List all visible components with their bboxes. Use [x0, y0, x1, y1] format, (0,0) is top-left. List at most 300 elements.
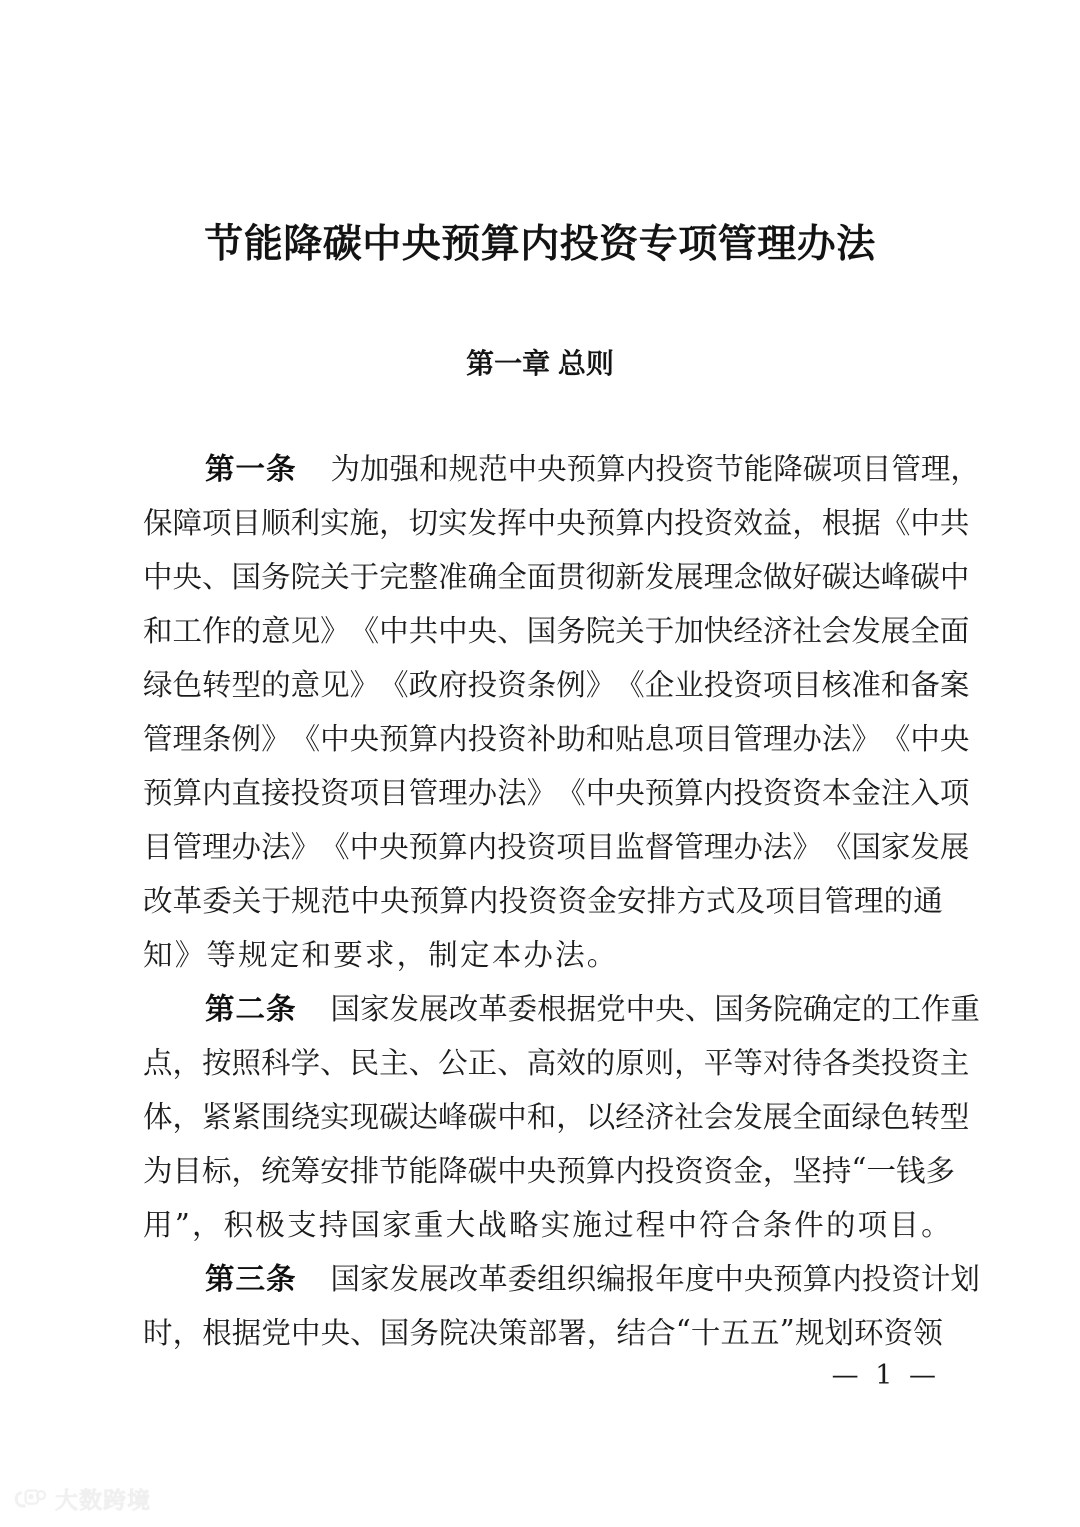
text-char: 理	[920, 452, 951, 486]
text-char: 预	[566, 452, 597, 486]
text-char: 公	[438, 1046, 468, 1080]
body-line	[143, 818, 970, 872]
text-char: 以	[585, 1100, 616, 1134]
text-char: 钱	[895, 1154, 926, 1188]
text-char: 重	[950, 992, 980, 1026]
text-char: 据	[231, 1316, 262, 1350]
text-char: 党	[261, 1316, 291, 1350]
text-char: 发	[644, 560, 675, 594]
text-char: 预	[585, 506, 616, 540]
text-char: 发	[733, 1100, 763, 1134]
text-char: 和	[880, 668, 911, 702]
text-char: 目	[861, 452, 892, 486]
text-char: ”	[779, 1314, 795, 1348]
text-char: 央	[526, 1154, 557, 1188]
body-line	[143, 710, 970, 764]
text-char: 范	[320, 884, 351, 918]
text-char: 革	[172, 884, 203, 918]
text-char: 目	[379, 776, 409, 810]
text-char: 央	[320, 1316, 351, 1350]
text-char: 《	[290, 722, 321, 756]
text-char: 多	[925, 1154, 956, 1188]
text-char: 《	[880, 506, 911, 540]
text-char: 会	[821, 614, 852, 648]
article-paragraph	[143, 980, 980, 1250]
text-char: 》	[851, 722, 881, 756]
text-char: 安	[617, 884, 647, 918]
text-char: 排	[646, 884, 677, 918]
text-char: 项	[762, 668, 793, 702]
text-char: 环	[854, 1316, 884, 1350]
text-char: 投	[467, 668, 498, 702]
text-char: 院	[585, 614, 616, 648]
text-char: 预	[143, 776, 173, 810]
text-char: ，	[172, 1100, 203, 1134]
text-char: 时	[143, 1316, 173, 1350]
text-char: 组	[537, 1262, 567, 1296]
text-char: ，	[231, 1154, 262, 1188]
text-char: 目	[794, 884, 825, 918]
text-char: 展	[419, 1262, 449, 1296]
text-char: 部	[527, 1316, 558, 1350]
text-char: 办	[792, 722, 822, 756]
text-char: 》	[585, 668, 616, 702]
text-char: 发	[910, 830, 940, 864]
text-char: 管	[408, 776, 439, 810]
text-char: 理	[854, 884, 884, 918]
text-char: 作	[202, 614, 232, 648]
text-char: 效	[733, 506, 763, 540]
text-char: 转	[910, 1100, 940, 1134]
text-char: 做	[762, 560, 793, 594]
text-char: 待	[792, 1046, 822, 1080]
text-char: 工	[172, 614, 203, 648]
text-char: 资	[674, 1154, 704, 1188]
text-char: 项	[765, 884, 795, 918]
text-char: 、	[497, 1046, 527, 1080]
text-char: 标	[202, 1154, 232, 1188]
text-char: 央	[655, 992, 685, 1026]
text-char: 节	[379, 1154, 409, 1188]
text-char: 五	[750, 1316, 780, 1350]
text-char: 科	[261, 1046, 291, 1080]
text-char: 目	[703, 722, 734, 756]
text-char: 峰	[880, 560, 911, 594]
text-char: 预	[408, 830, 439, 864]
text-char: 持	[821, 1154, 852, 1188]
text-char: 领	[913, 1316, 943, 1350]
text-char: 策	[498, 1316, 528, 1350]
text-char: 发	[467, 506, 498, 540]
text-char: 中	[939, 560, 970, 594]
text-char: 整	[408, 560, 439, 594]
text-char: 国	[231, 560, 262, 594]
text-char: 、	[684, 992, 715, 1026]
text-char: 企	[644, 668, 675, 702]
text-char: 项	[349, 776, 380, 810]
text-char: 预	[556, 1154, 586, 1188]
text-char: 预	[773, 1262, 803, 1296]
text-char: 对	[762, 1046, 793, 1080]
text-char: 算	[596, 452, 626, 486]
text-char: 算	[438, 830, 468, 864]
text-char: 现	[349, 1100, 380, 1134]
text-char: 算	[674, 776, 704, 810]
text-char: 决	[468, 1316, 499, 1350]
body-line	[143, 764, 970, 818]
text-char: 合	[646, 1316, 676, 1350]
body-line	[143, 494, 970, 548]
text-char: 贯	[556, 560, 586, 594]
text-char: 展	[419, 992, 449, 1026]
text-char: 务	[261, 560, 291, 594]
text-char: 共	[408, 614, 439, 648]
text-char: 全	[792, 1100, 822, 1134]
text-char: 见	[320, 668, 350, 702]
text-char: 织	[566, 1262, 597, 1296]
text-char: 务	[743, 992, 774, 1026]
text-char: 革	[478, 992, 508, 1026]
text-char: 完	[379, 560, 409, 594]
text-char: 委	[507, 1262, 538, 1296]
text-char: 目	[792, 668, 822, 702]
text-char: 社	[674, 1100, 704, 1134]
text-char: 的	[883, 884, 914, 918]
text-char: 发	[851, 614, 881, 648]
text-char: 确	[802, 992, 833, 1026]
text-char: 保	[143, 506, 173, 540]
text-char: 预	[379, 722, 409, 756]
text-char: 中	[349, 830, 380, 864]
text-char: 资	[703, 1154, 734, 1188]
text-char: 条	[526, 668, 557, 702]
article-label: 第三条	[205, 1261, 297, 1296]
text-char: 中	[714, 1262, 744, 1296]
text-char: 展	[674, 560, 704, 594]
article-label: 第一条	[205, 451, 297, 486]
text-char: 降	[773, 452, 803, 486]
text-char: ，	[762, 1154, 793, 1188]
text-char: 助	[556, 722, 586, 756]
text-char: 资	[891, 1262, 921, 1296]
text-char: 内	[467, 830, 498, 864]
text-char: 贴	[615, 722, 645, 756]
text-char: 资	[497, 668, 527, 702]
text-char: 息	[644, 722, 675, 756]
text-char: 投	[733, 776, 763, 810]
watermark	[14, 1482, 151, 1515]
text-char: 资	[684, 452, 715, 486]
text-char: 紧	[231, 1100, 262, 1134]
text-char: 法	[762, 830, 793, 864]
text-char: 、	[202, 560, 232, 594]
text-char: 项	[556, 830, 586, 864]
text-char: 展	[880, 614, 911, 648]
text-char: 业	[674, 668, 704, 702]
text-char: 碳	[910, 560, 940, 594]
text-char: 据	[566, 992, 597, 1026]
text-char: 府	[438, 668, 468, 702]
text-char: 准	[438, 560, 468, 594]
text-char: 央	[743, 1262, 774, 1296]
text-char: 补	[526, 722, 557, 756]
text-char: 法	[497, 776, 527, 810]
text-char: 全	[497, 560, 527, 594]
text-char: 资	[733, 668, 763, 702]
text-char: 节	[714, 452, 744, 486]
text-char: 规	[448, 452, 479, 486]
text-char: 中	[910, 722, 940, 756]
text-char: 点	[143, 1046, 173, 1080]
text-char: 降	[438, 1154, 468, 1188]
text-char: 《	[349, 614, 380, 648]
text-char: 中	[625, 992, 656, 1026]
text-char: 结	[616, 1316, 647, 1350]
text-char: 》	[290, 830, 321, 864]
text-char: 投	[655, 452, 685, 486]
text-char: 于	[644, 614, 675, 648]
text-char: 切	[408, 506, 439, 540]
text-char: 办	[231, 830, 262, 864]
text-char: 目	[585, 830, 616, 864]
text-char: 目	[172, 1154, 203, 1188]
text-char: ，	[172, 1316, 203, 1350]
text-char: 内	[703, 776, 734, 810]
text-char: 资	[910, 1046, 940, 1080]
text-char: 峰	[438, 1100, 468, 1134]
body-line-text: 知》等规定和要求，制定本办法。	[143, 938, 619, 972]
text-char: 快	[703, 614, 734, 648]
text-char: 投	[467, 722, 498, 756]
text-char: 排	[349, 1154, 380, 1188]
text-char: 济	[644, 1100, 675, 1134]
text-char: 核	[821, 668, 852, 702]
text-char: 则	[644, 1046, 675, 1080]
text-char: 作	[920, 992, 951, 1026]
text-char: 中	[497, 1100, 527, 1134]
text-char: 发	[389, 992, 420, 1026]
text-char: 达	[408, 1100, 439, 1134]
text-char: 济	[762, 614, 793, 648]
text-char: 新	[615, 560, 645, 594]
text-char: 《	[615, 668, 645, 702]
text-char: 直	[231, 776, 262, 810]
text-char: 务	[556, 614, 586, 648]
text-char: 度	[684, 1262, 715, 1296]
text-char: 理	[172, 722, 203, 756]
text-char: 例	[556, 668, 586, 702]
text-char: 备	[910, 668, 940, 702]
text-char: 中	[290, 1316, 321, 1350]
body-line	[143, 656, 970, 710]
text-char: 碳	[379, 1100, 409, 1134]
text-char: 经	[615, 1100, 645, 1134]
text-char: 报	[625, 1262, 656, 1296]
text-char: 内	[625, 452, 656, 486]
text-char: 内	[468, 884, 499, 918]
text-char: 社	[792, 614, 822, 648]
text-char: ，	[674, 1046, 704, 1080]
text-char: 划	[824, 1316, 854, 1350]
text-char: 金	[851, 776, 881, 810]
text-char: 投	[861, 1262, 892, 1296]
text-char: 碳	[467, 1154, 498, 1188]
text-char: 强	[389, 452, 420, 486]
text-char: 署	[557, 1316, 587, 1350]
text-char: 资	[497, 722, 527, 756]
text-char: 工	[891, 992, 921, 1026]
text-char: 资	[792, 776, 822, 810]
text-char: 监	[615, 830, 645, 864]
text-char: 中	[320, 722, 350, 756]
text-char: 意	[261, 614, 291, 648]
text-char: 实	[320, 1100, 350, 1134]
text-char: 算	[172, 776, 203, 810]
text-char: 管	[824, 884, 854, 918]
text-char: 中	[438, 614, 468, 648]
text-char: 式	[705, 884, 736, 918]
text-char: 投	[880, 1046, 911, 1080]
text-char: 碳	[467, 1100, 498, 1134]
text-char: 理	[202, 830, 232, 864]
text-char: 实	[320, 506, 350, 540]
text-char: 院	[773, 992, 803, 1026]
text-char: 根	[202, 1316, 232, 1350]
text-char: 资	[762, 776, 793, 810]
text-char: 资	[526, 830, 557, 864]
text-char: 资	[883, 1316, 914, 1350]
body-line-text: 用”，积极支持国家重大战略实施过程中符合条件的项目。	[143, 1208, 953, 1242]
text-char: 关	[231, 884, 262, 918]
text-char: 预	[409, 884, 440, 918]
text-char: 投	[497, 830, 527, 864]
text-char: 案	[939, 668, 970, 702]
body-line	[143, 1142, 956, 1196]
text-char: 会	[703, 1100, 734, 1134]
text-char: 和	[419, 452, 449, 486]
text-char: 央	[615, 776, 645, 810]
text-char: 的	[231, 614, 262, 648]
text-char: 中	[379, 614, 409, 648]
text-char: 《	[556, 776, 586, 810]
text-char: 范	[478, 452, 508, 486]
text-char: 坚	[792, 1154, 822, 1188]
text-char: ，	[172, 1046, 203, 1080]
text-char: 中	[497, 1154, 527, 1188]
article-first-line	[143, 440, 980, 494]
text-char: 管	[674, 830, 704, 864]
text-char: 的	[261, 668, 291, 702]
text-char: 于	[349, 560, 380, 594]
chapter-heading: 第一章 总则	[466, 348, 614, 379]
text-char: 型	[231, 668, 262, 702]
text-char: 改	[448, 992, 479, 1026]
text-char: 》	[320, 614, 350, 648]
text-char: 全	[910, 614, 940, 648]
text-char: 央	[349, 722, 380, 756]
text-char: 办	[467, 776, 498, 810]
text-char: 理	[703, 560, 734, 594]
text-char: 一	[866, 1154, 896, 1188]
text-char: 算	[439, 884, 469, 918]
text-char: 央	[939, 722, 970, 756]
text-char: 党	[596, 992, 626, 1026]
text-char: 益	[762, 506, 793, 540]
text-char: 家	[360, 992, 390, 1026]
text-char: 央	[172, 560, 203, 594]
text-char: 《	[880, 722, 911, 756]
text-char: 理	[438, 776, 468, 810]
text-char: 高	[526, 1046, 557, 1080]
text-char: 展	[939, 830, 970, 864]
text-char: ，	[556, 1100, 586, 1134]
text-char: 投	[674, 506, 704, 540]
article-first-line	[143, 980, 980, 1034]
text-char: 》	[526, 776, 557, 810]
text-char: 督	[644, 830, 675, 864]
text-char: 等	[733, 1046, 763, 1080]
text-char: 投	[290, 776, 321, 810]
text-char: 施	[349, 506, 380, 540]
text-char: 实	[438, 506, 468, 540]
text-char: 计	[920, 1262, 951, 1296]
text-char: 委	[507, 992, 538, 1026]
text-char: 主	[939, 1046, 970, 1080]
text-char: 转	[202, 668, 232, 702]
text-char: 内	[615, 1154, 645, 1188]
text-char: 》	[261, 722, 291, 756]
text-char: 平	[703, 1046, 734, 1080]
article-paragraph	[143, 440, 980, 980]
text-char: 统	[261, 1154, 291, 1188]
text-char: 、	[320, 1046, 350, 1080]
text-char: 、	[350, 1316, 380, 1350]
text-char: 内	[832, 1262, 862, 1296]
text-char: 算	[615, 506, 645, 540]
text-char: 共	[939, 506, 970, 540]
text-char: 色	[880, 1100, 911, 1134]
text-char: 》	[349, 668, 380, 702]
text-char: 央	[556, 506, 586, 540]
text-char: 好	[792, 560, 822, 594]
body-line	[143, 548, 970, 602]
body-line	[143, 1088, 970, 1142]
text-char: “	[675, 1314, 691, 1348]
text-char: 中	[910, 506, 940, 540]
text-char: 和	[585, 722, 616, 756]
text-char: 主	[379, 1046, 409, 1080]
text-char: 顺	[261, 506, 291, 540]
text-char: 划	[950, 1262, 980, 1296]
page-title: 节能降碳中央预算内投资专项管理办法	[204, 223, 876, 266]
text-char: 规	[794, 1316, 825, 1350]
text-char: 内	[202, 776, 232, 810]
text-char: 目	[143, 830, 173, 864]
text-char: 中	[143, 560, 173, 594]
text-char: 央	[380, 884, 410, 918]
text-char: 项	[939, 776, 970, 810]
text-char: 革	[478, 1262, 508, 1296]
text-char: 算	[408, 722, 439, 756]
text-char: 、	[497, 614, 527, 648]
text-char: 央	[379, 830, 409, 864]
article-first-line-text	[331, 1256, 980, 1298]
text-char: 体	[143, 1100, 173, 1134]
text-char: 入	[910, 776, 940, 810]
text-char: 能	[408, 1154, 439, 1188]
document-body	[143, 440, 980, 1358]
text-char: 国	[379, 1316, 410, 1350]
